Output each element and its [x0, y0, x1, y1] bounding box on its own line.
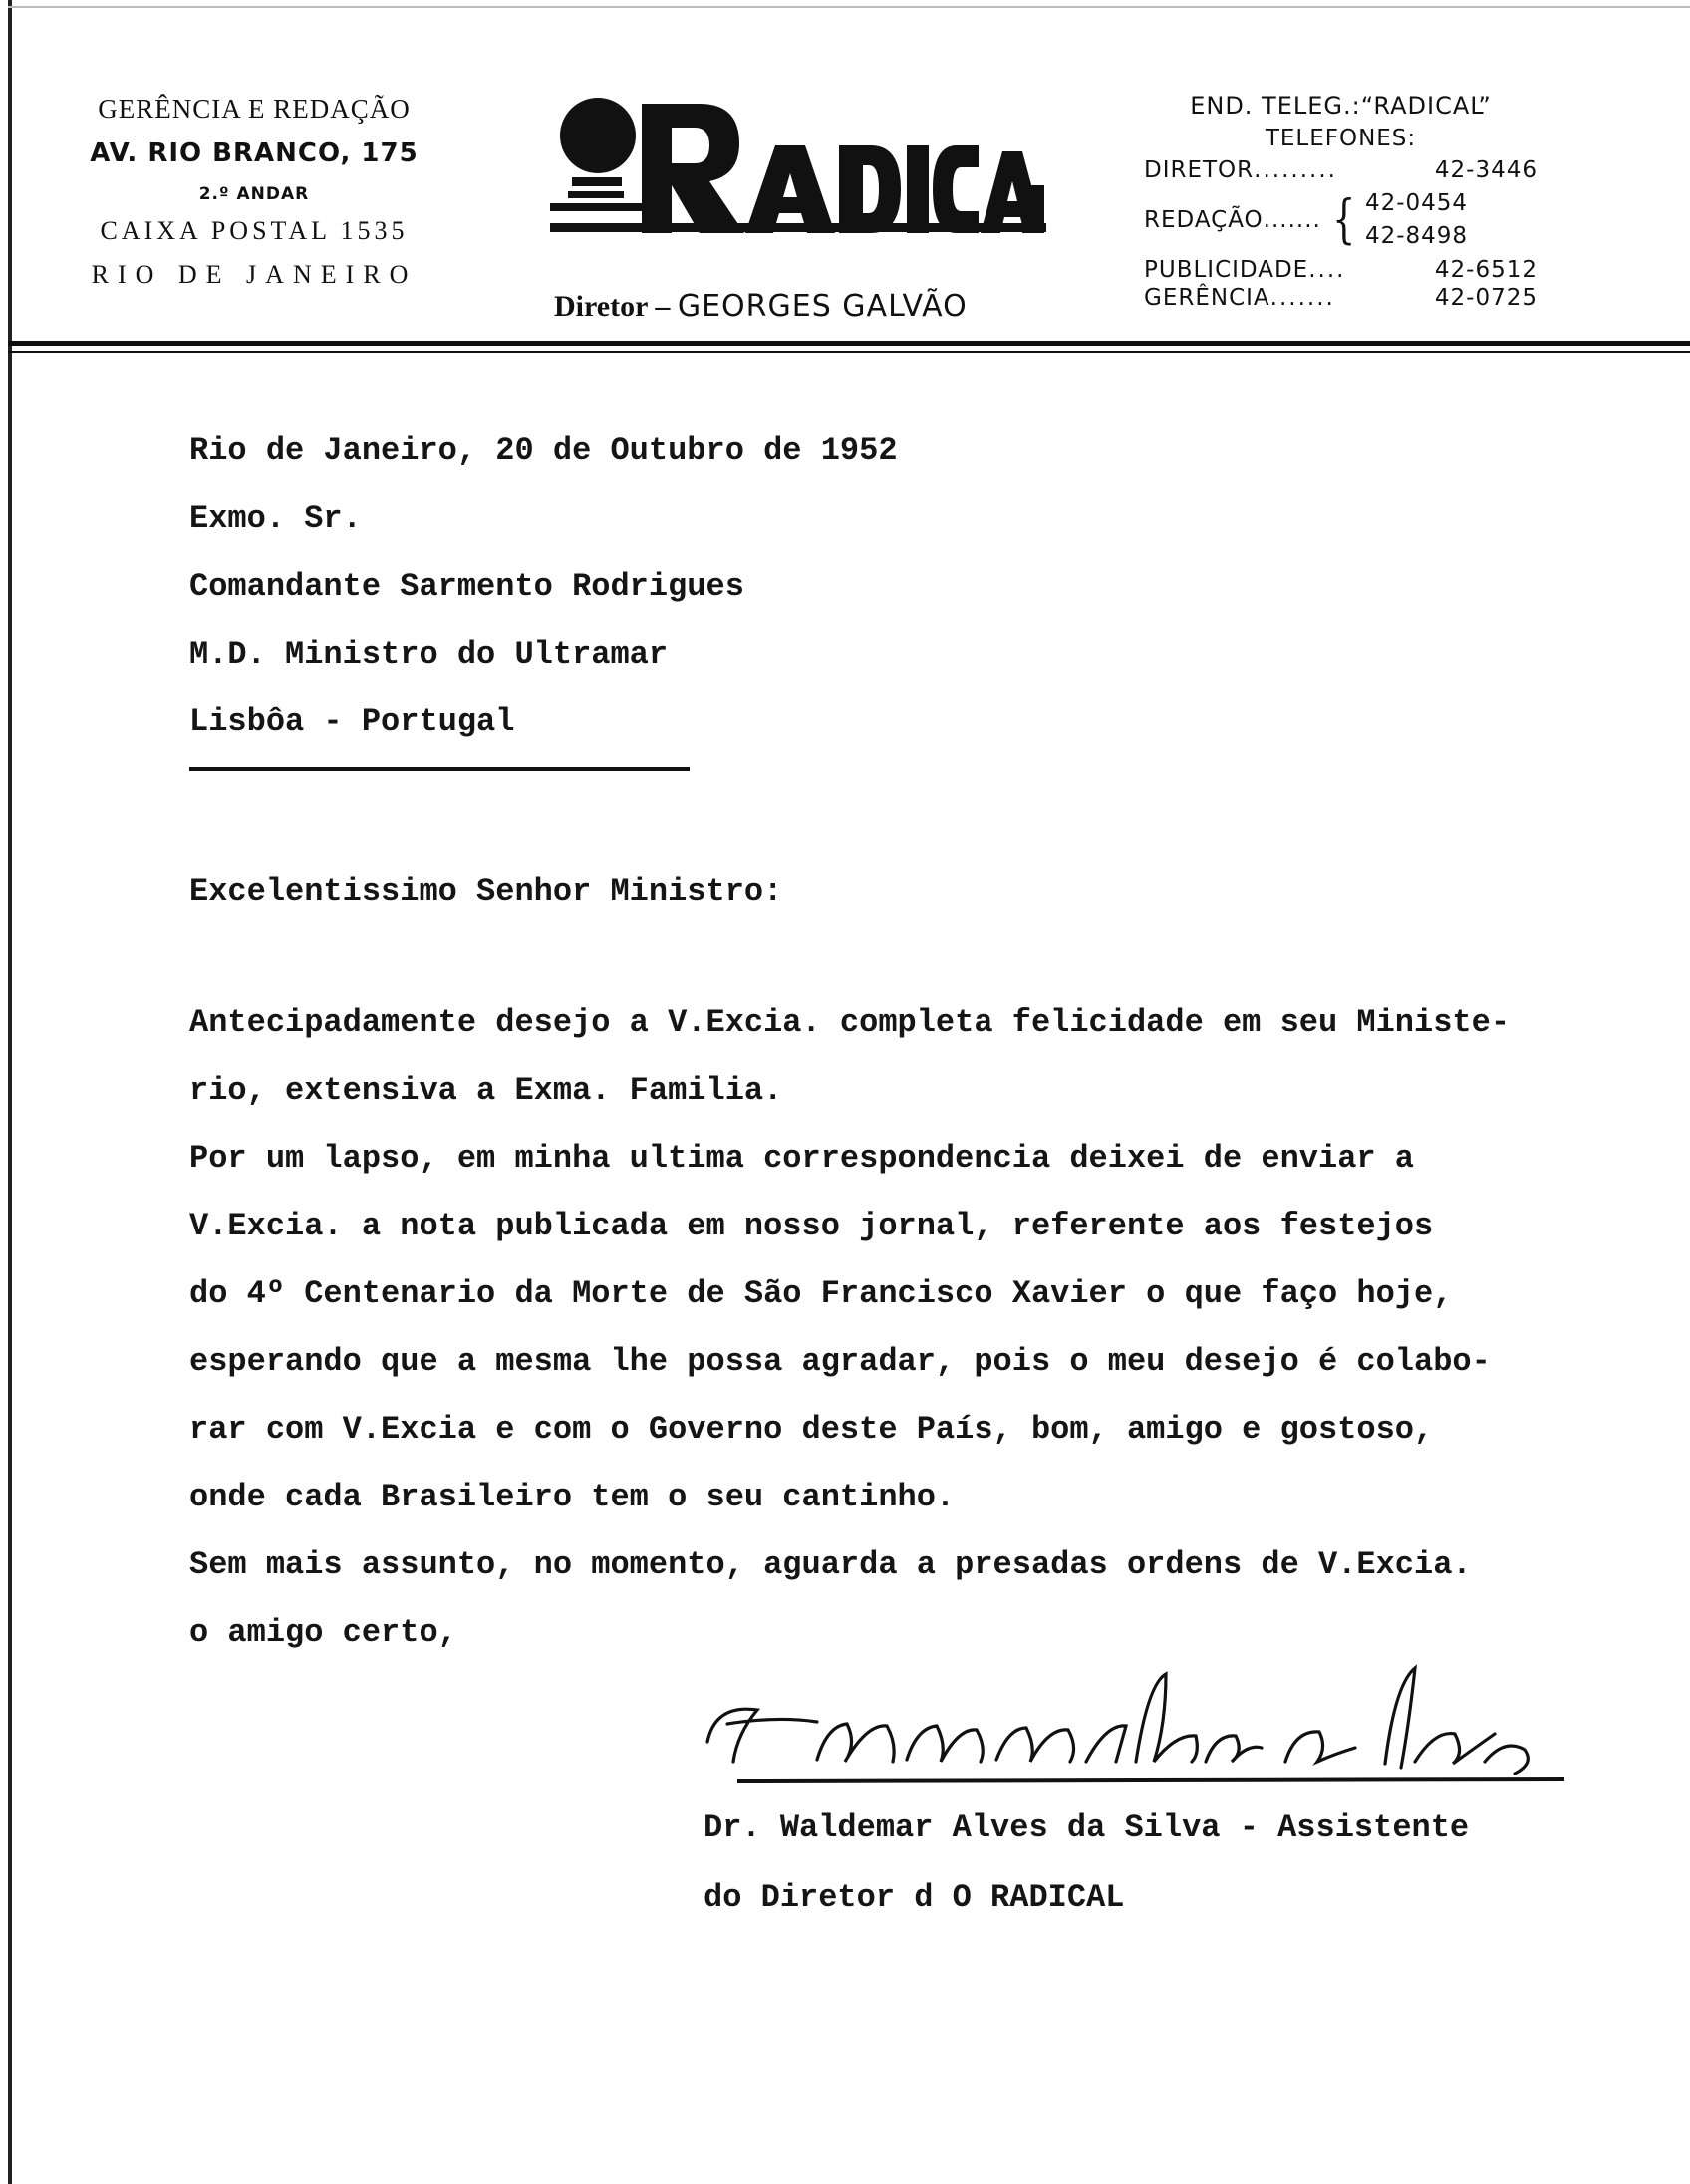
- phone-numbers: [1365, 187, 1468, 253]
- letterhead-city: RIO DE JANEIRO: [91, 260, 418, 289]
- phone-label: REDAÇÃO: [1144, 207, 1264, 233]
- address-underline: [189, 767, 690, 771]
- page-top-edge: [8, 6, 1690, 8]
- page-edge: [8, 0, 12, 2184]
- body-line: Antecipadamente desejo a V.Excia. completa felicidade em seu Ministe-: [189, 1004, 1511, 1041]
- letterhead-pobox: CAIXA POSTAL 1535: [100, 216, 409, 245]
- salutation: Excelentissimo Senhor Ministro:: [189, 873, 783, 910]
- body-line: Sem mais assunto, no momento, aguarda a presadas ordens de V.Excia.: [189, 1546, 1472, 1583]
- recipient-line: Comandante Sarmento Rodrigues: [189, 568, 744, 605]
- phone-number: 42-3446: [1434, 157, 1538, 183]
- director-name: GEORGES GALVÃO: [677, 289, 968, 324]
- letterhead-management: GERÊNCIA E REDAÇÃO: [98, 94, 411, 124]
- phone-dots: .........: [1254, 157, 1337, 183]
- body-line: esperando que a mesma lhe possa agradar, pois o meu desejo é colabo-: [189, 1343, 1491, 1380]
- phone-number: 42-0454: [1364, 190, 1469, 216]
- phone-label: GERÊNCIA: [1144, 285, 1270, 311]
- body-line: rio, extensiva a Exma. Familia.: [189, 1072, 783, 1109]
- body-line: o amigo certo,: [189, 1614, 457, 1651]
- body-line: V.Excia. a nota publicada em nosso jornal, referente aos festejos: [189, 1208, 1434, 1244]
- body-line: Por um lapso, em minha ultima correspondencia deixei de enviar a: [189, 1140, 1414, 1177]
- phone-dots: ....: [1308, 257, 1346, 283]
- recipient-line: Exmo. Sr.: [189, 500, 362, 537]
- body-line: onde cada Brasileiro tem o seu cantinho.: [189, 1479, 956, 1515]
- director-label: Diretor –: [554, 290, 671, 323]
- phone-row-gerencia: [1144, 285, 1538, 311]
- header-rule-thin: [8, 351, 1690, 353]
- signatory-title: do Diretor d O RADICAL: [704, 1879, 1125, 1916]
- recipient-line: M.D. Ministro do Ultramar: [189, 636, 669, 673]
- phone-number: 42-8498: [1364, 223, 1469, 249]
- phone-row-redacao: [1144, 187, 1538, 253]
- body-line: rar com V.Excia e com o Governo deste País, bom, amigo e gostoso,: [189, 1411, 1434, 1448]
- handwritten-signature: [698, 1664, 1574, 1793]
- phone-label: PUBLICIDADE: [1144, 257, 1309, 283]
- letter-date: Rio de Janeiro, 20 de Outubro de 1952: [189, 432, 898, 469]
- logo-text: O RADICAL: [550, 86, 556, 87]
- phone-number: 42-0725: [1434, 285, 1538, 311]
- letterhead-floor: 2.º ANDAR: [198, 184, 310, 204]
- director-line: [554, 289, 968, 324]
- telegraph-address: END. TELEG.:“RADICAL”: [1190, 92, 1492, 120]
- body-line: do 4º Centenario da Morte de São Francisco Xavier o que faço hoje,: [189, 1275, 1453, 1312]
- phone-dots: .......: [1263, 207, 1321, 233]
- radical-logo: [550, 86, 1046, 233]
- signatory-name: Dr. Waldemar Alves da Silva - Assistente: [704, 1809, 1470, 1846]
- header-rule: [8, 341, 1690, 346]
- letterhead-address-block: [70, 94, 438, 290]
- letterhead-contact-block: [1144, 92, 1538, 311]
- phone-number: 42-6512: [1434, 257, 1538, 283]
- letterhead-street: AV. RIO BRANCO, 175: [90, 138, 419, 168]
- brace-icon: {: [1331, 190, 1356, 250]
- phone-row-publicidade: [1144, 257, 1538, 283]
- phone-row-diretor: [1144, 157, 1538, 183]
- phone-label: DIRETOR: [1144, 157, 1255, 183]
- phone-dots: .......: [1269, 285, 1335, 311]
- recipient-line: Lisbôa - Portugal: [189, 703, 515, 740]
- phones-heading: TELEFONES:: [1265, 126, 1417, 151]
